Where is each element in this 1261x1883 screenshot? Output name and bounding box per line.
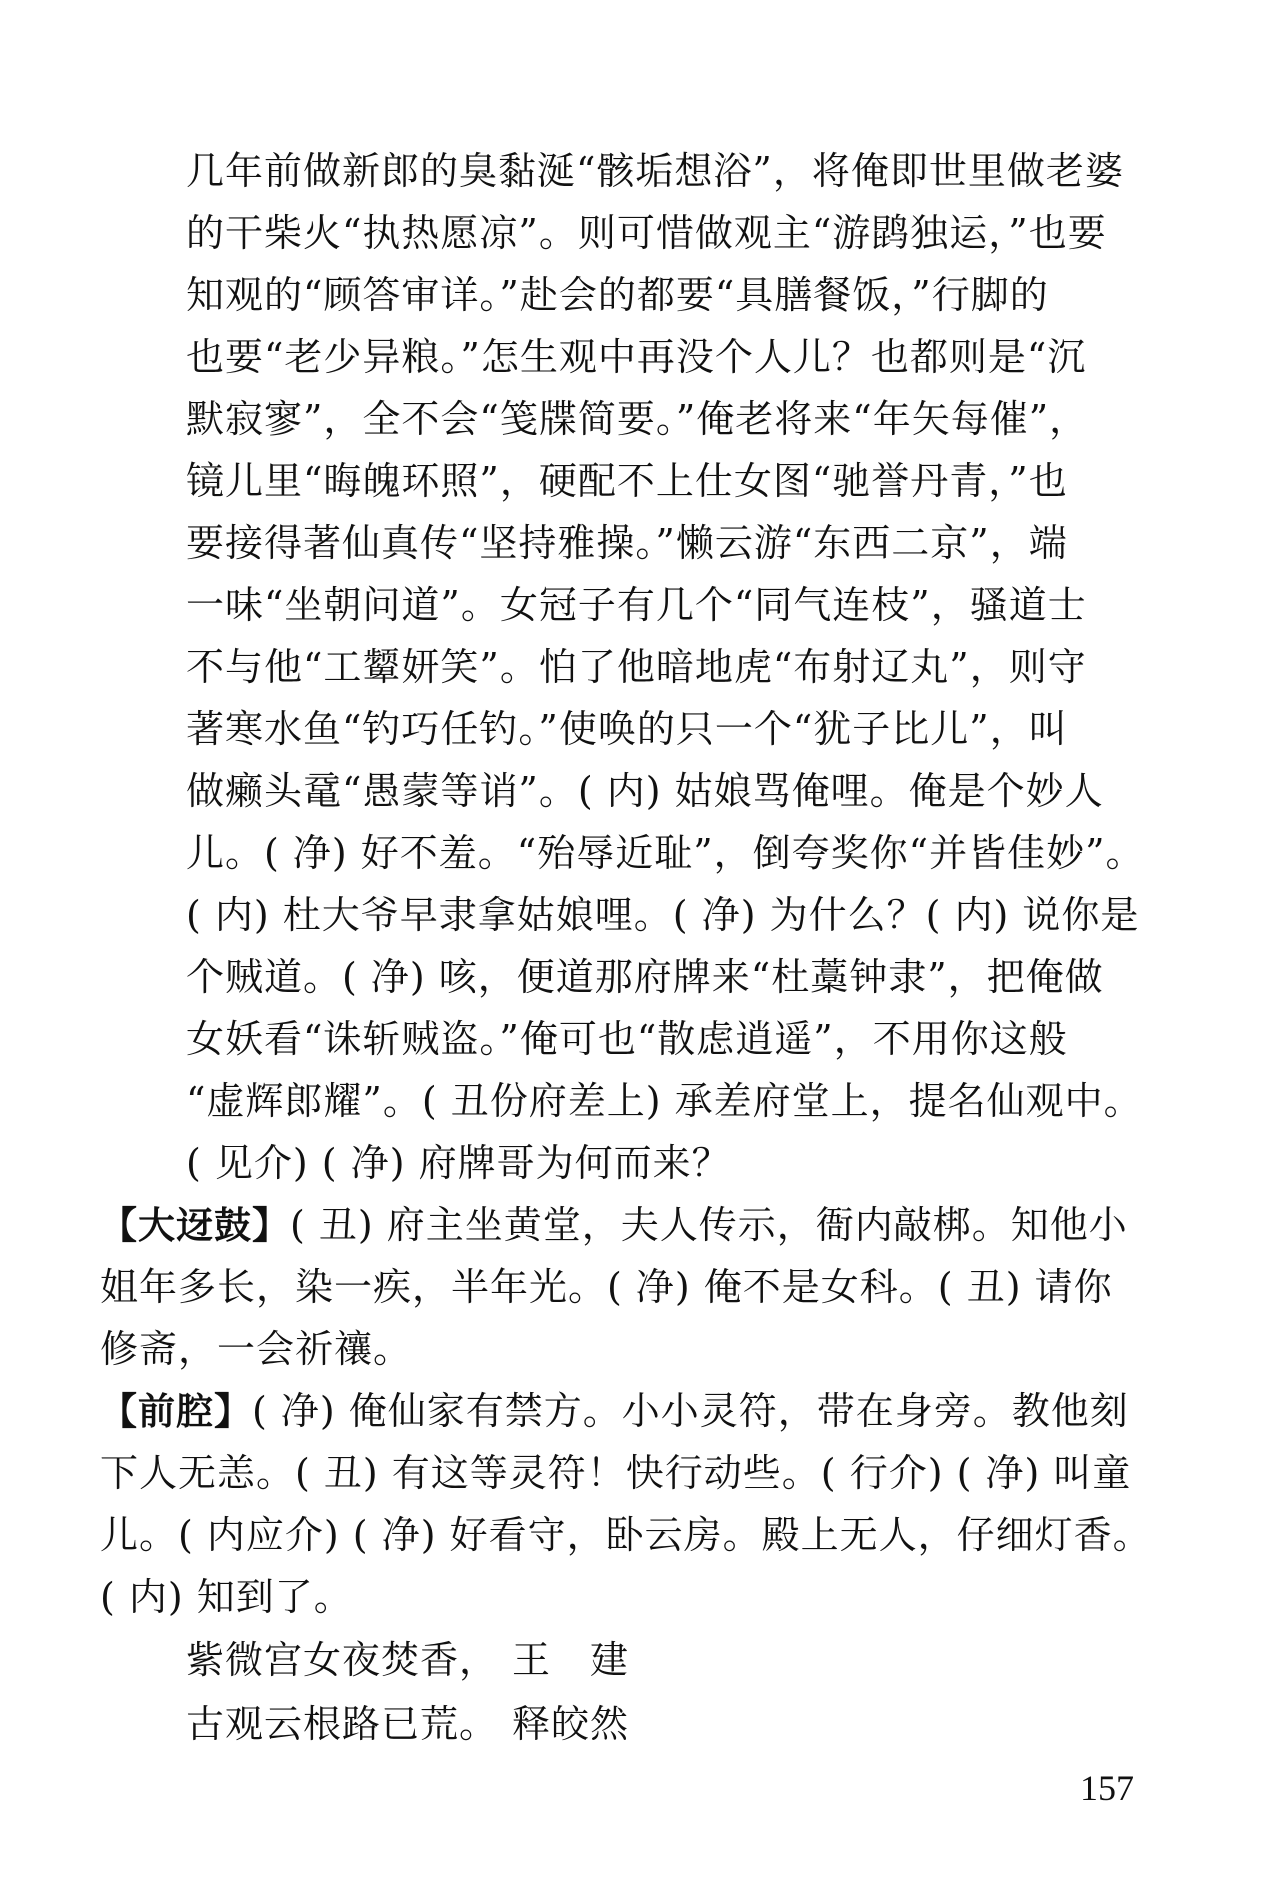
text-line: ( 内) 杜大爷早隶拿姑娘哩。( 净) 为什么？( 内) 说你是 — [186, 893, 1140, 937]
aria-line — [100, 1194, 1185, 1256]
poem-author: 王 建 — [512, 1638, 630, 1682]
text-line: 下人无恙。( 丑) 有这等灵符！快行动些。( 行介) ( 净) 叫童 — [100, 1451, 1132, 1495]
text-line: 几年前做新郎的臭黏涎“骸垢想浴”，将俺即世里做老婆 — [186, 149, 1124, 193]
text-line: 不与他“工颦妍笑”。怕了他暗地虎“布射辽丸”，则守 — [186, 645, 1087, 689]
text-line: 默寂寥”，全不会“笺牒简要。”俺老将来“年矢每催”， — [186, 397, 1089, 441]
text-line: 要接得著仙真传“坚持雅操。”懒云游“东西二京”，端 — [186, 521, 1068, 565]
tune-title: 【大迓鼓】 — [100, 1204, 290, 1247]
text-line: “虚辉郎耀”。( 丑份府差上) 承差府堂上，提名仙观中。 — [186, 1079, 1143, 1123]
aria-text: ( 净) 俺仙家有禁方。小小灵符，带在身旁。教他刻 — [252, 1389, 1129, 1433]
page-number: 157 — [1080, 1768, 1134, 1808]
text-line: ( 内) 知到了。 — [100, 1575, 353, 1619]
text-line: 镜儿里“晦魄环照”，硬配不上仕女图“驰誉丹青，”也 — [186, 459, 1068, 503]
text-line: 儿。( 内应介) ( 净) 好看守，卧云房。殿上无人，仔细灯香。 — [100, 1513, 1152, 1557]
text-line: 知观的“顾答审详。”赴会的都要“具膳餐饭，”行脚的 — [186, 273, 1049, 317]
poem-verse: 古观云根路已荒。 — [186, 1702, 499, 1746]
text-line: 的干柴火“执热愿凉”。则可惜做观主“游鹍独运，”也要 — [186, 211, 1107, 255]
poem-line — [100, 1692, 1185, 1756]
text-line: 姐年多长，染一疾，半年光。( 净) 俺不是女科。( 丑) 请你 — [100, 1265, 1113, 1309]
poem-line — [100, 1628, 1185, 1692]
poem-author: 释皎然 — [512, 1702, 630, 1746]
poem-verse: 紫微宫女夜焚香， — [186, 1638, 499, 1682]
text-line: 也要“老少异粮。”怎生观中再没个人儿？也都则是“沉 — [186, 335, 1087, 379]
tune-title: 【前腔】 — [100, 1390, 252, 1433]
aria-text: ( 丑) 府主坐黄堂，夫人传示，衙内敲梆。知他小 — [290, 1203, 1128, 1247]
text-line: ( 见介) ( 净) 府牌哥为何而来？ — [186, 1141, 731, 1185]
aria-line — [100, 1380, 1185, 1442]
text-line: 女妖看“诛斩贼盗。”俺可也“散虑逍遥”，不用你这般 — [186, 1017, 1068, 1061]
page-text — [100, 140, 1185, 1756]
text-line: 修斋，一会祈禳。 — [100, 1327, 413, 1371]
text-line: 一味“坐朝问道”。女冠子有几个“同气连枝”，骚道士 — [186, 583, 1087, 627]
text-line: 著寒水鱼“钓巧任钓。”使唤的只一个“犹子比儿”，叫 — [186, 707, 1068, 751]
text-line: 儿。( 净) 好不羞。“殆辱近耻”，倒夸奖你“并皆佳妙”。 — [186, 831, 1145, 875]
text-line: 个贼道。( 净) 咳，便道那府牌来“杜藁钟隶”，把俺做 — [186, 955, 1104, 999]
text-line: 做癞头鼋“愚蒙等诮”。( 内) 姑娘骂俺哩。俺是个妙人 — [186, 769, 1104, 813]
